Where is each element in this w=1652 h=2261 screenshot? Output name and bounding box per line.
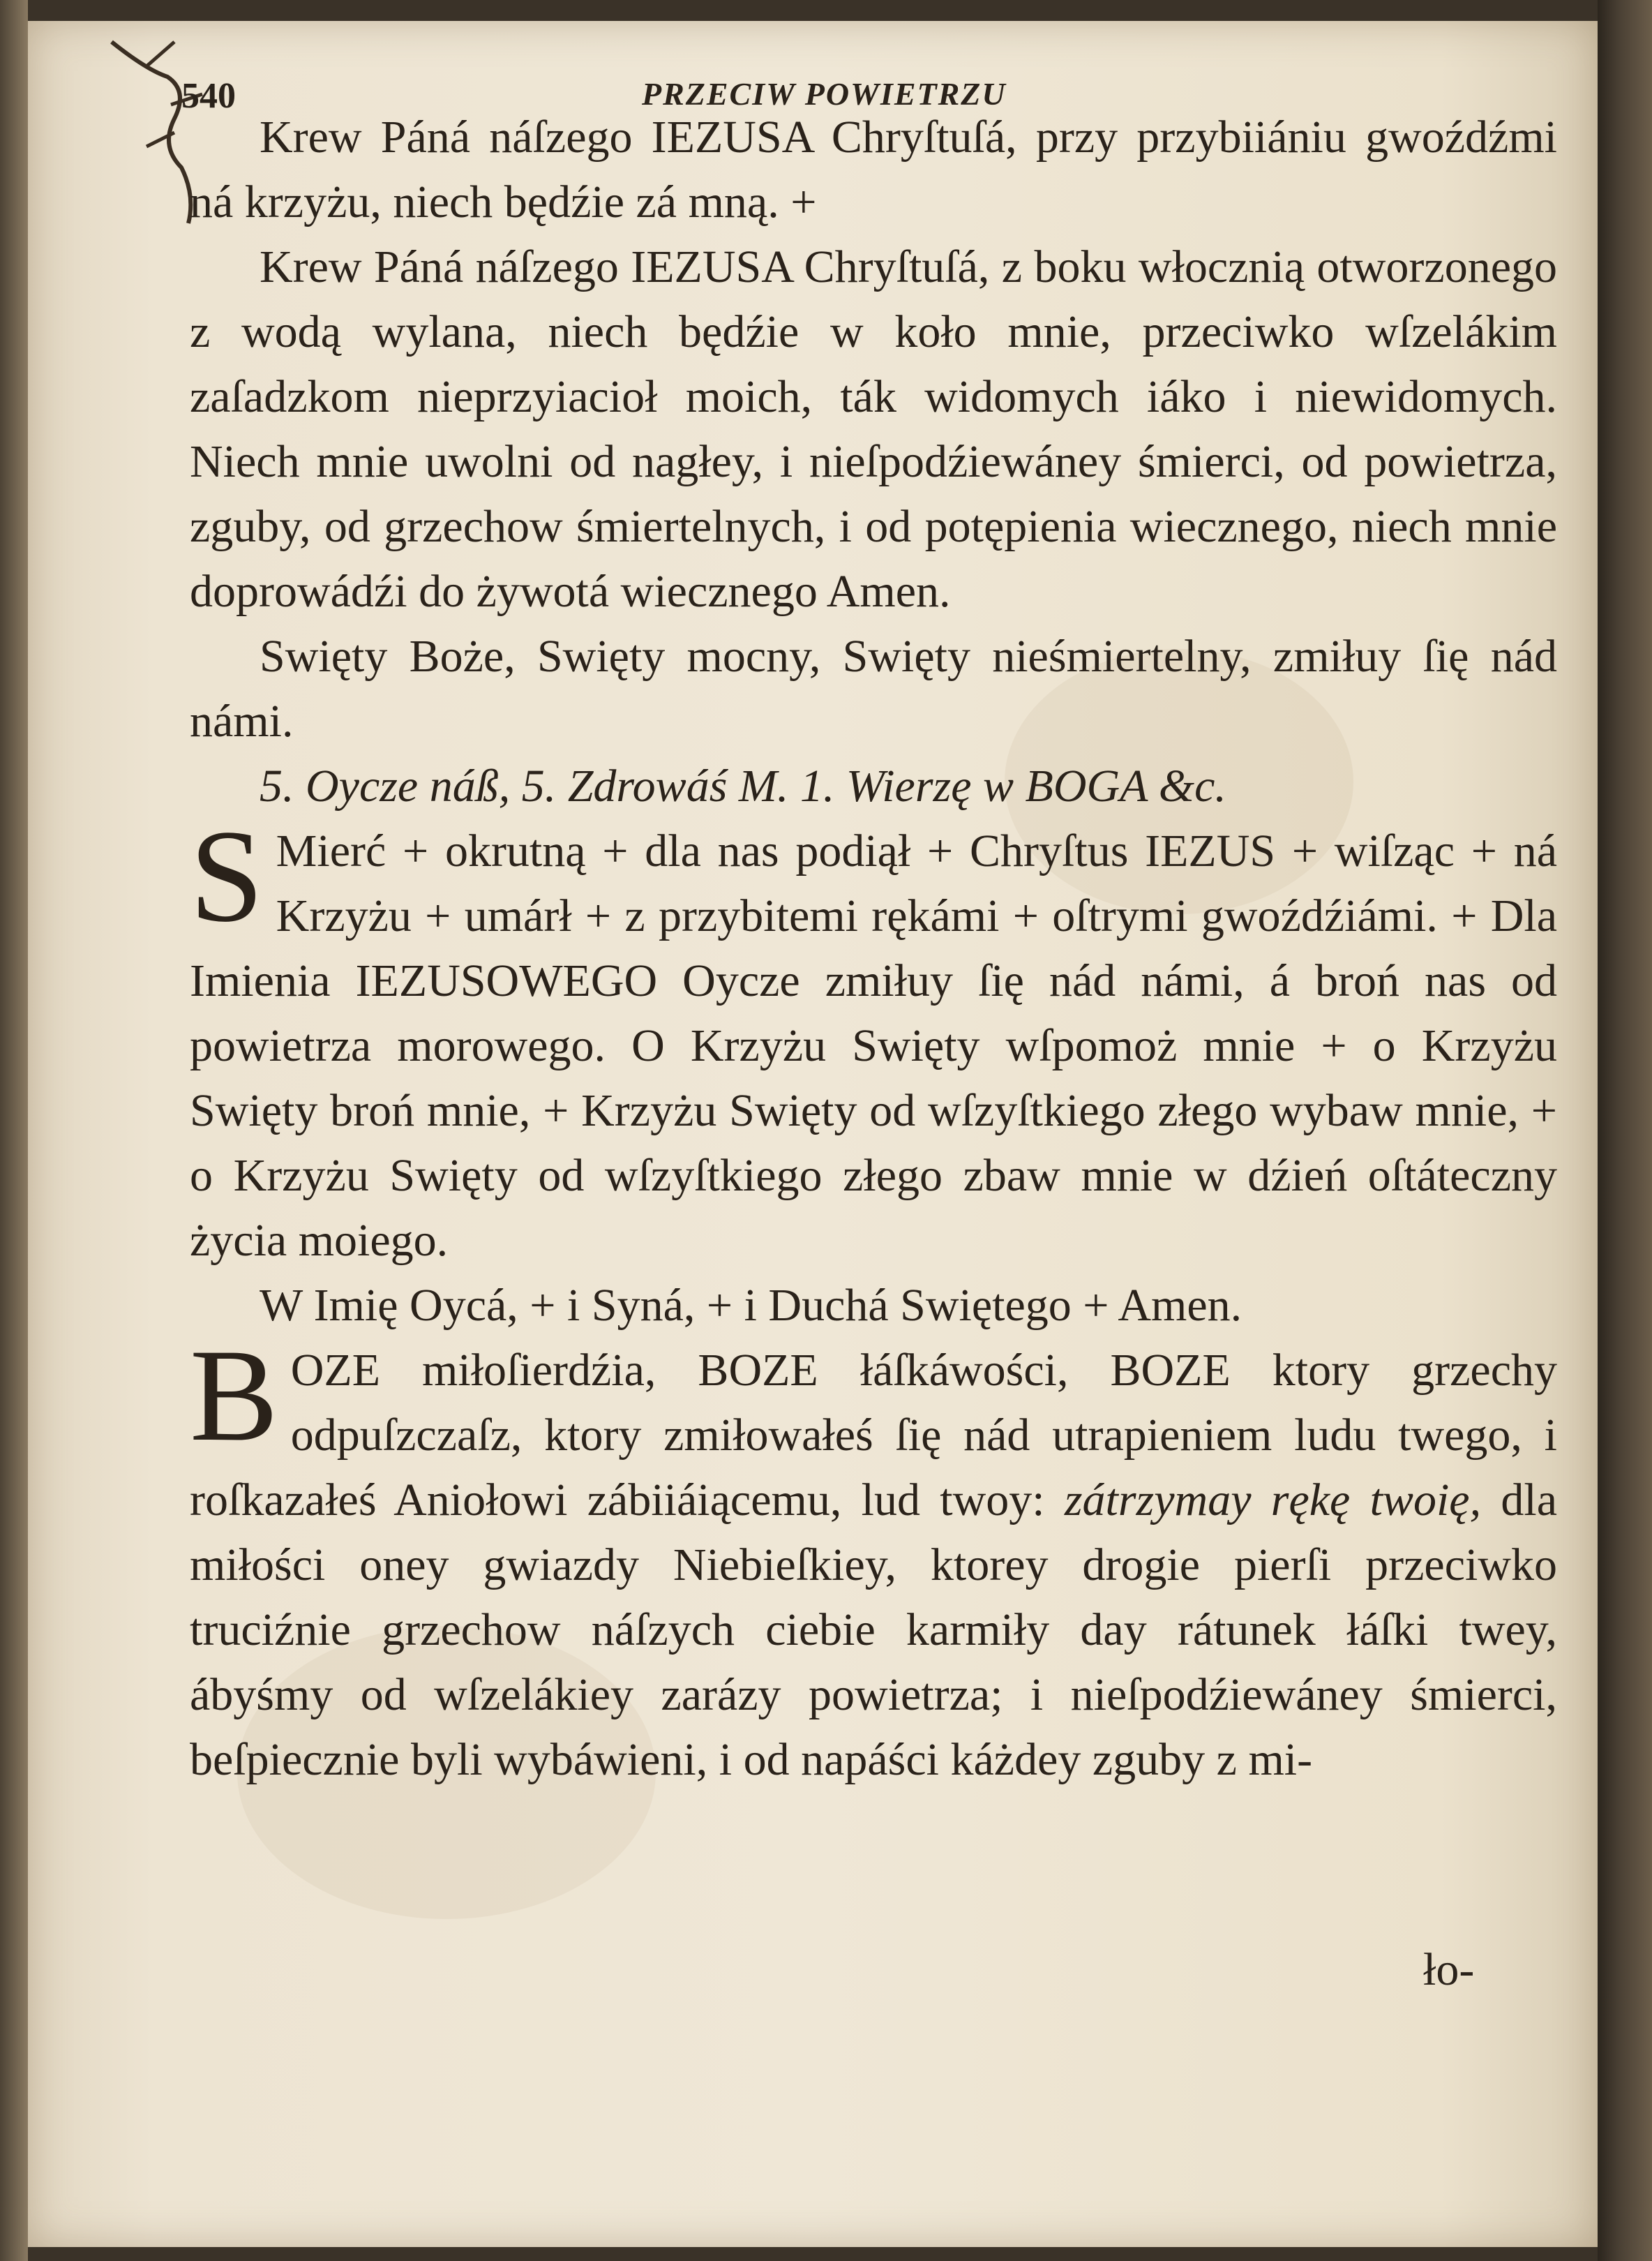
drop-capital: S	[190, 803, 264, 950]
paragraph: Krew Páná náſzego IEZUSA Chryſtuſá, przy przybiiániu gwoźdźmi ná krzyżu, niech będźie zá mną. +	[190, 112, 1557, 227]
paragraph-text: OZE miłoſierdźia, BOZE łáſkáwości, BOZE ktory grzechy odpuſzczaſz, ktory zmiłowałeś ſię nád utrapieniem ludu twego, i roſkazałeś Aniołowi zábiiáiącemu, lud twoy:	[190, 1345, 1557, 1525]
paragraph: Swięty Boże, Swięty mocny, Swięty nieśmiertelny, zmiłuy ſię nád námi.	[190, 631, 1557, 747]
paragraph: W Imię Oycá, + i Syná, + i Duchá Swiętego + Amen.	[260, 1280, 1242, 1331]
paragraph: Krew Páná náſzego IEZUSA Chryſtuſá, z boku włocznią otworzonego z wodą wylana, niech będźie w koło mnie, przeciwko wſzelákim zaſadzkom nieprzyiacioł moich, ták widomych iáko i niewidomych. Niech mnie uwolni od nagłey, i nieſpodźiewáney śmierci, od powietrza, zguby, od grzechow śmiertelnych, i od potępienia wiecznego, niech mnie doprowádźi do żywotá wiecznego Amen.	[190, 241, 1557, 617]
running-head: PRZECIW POWIETRZU	[642, 76, 1007, 112]
page-number: 540	[181, 76, 236, 116]
paragraph	[190, 803, 1557, 1273]
body-text	[190, 105, 1557, 1792]
drop-capital: B	[190, 1322, 278, 1469]
book-edge	[1598, 0, 1652, 2261]
catchword: ło-	[1423, 1944, 1475, 1995]
paragraph-text: Mierć + okrutną + dla nas podiął + Chryſtus IEZUS + wiſząc + ná Krzyżu + umárł + z przybitemi rękámi + oſtrymi gwoźdźiámi. + Dla Imienia IEZUSOWEGO Oycze zmiłuy ſię nád námi, á broń nas od powietrza morowego. O Krzyżu Swięty wſpomoż mnie + o Krzyżu Swięty broń mnie, + Krzyżu Swięty od wſzyſtkiego złego wybaw mnie, + o Krzyżu Swięty od wſzyſtkiego złego zbaw mnie w dźień oſtáteczny życia moiego.	[190, 826, 1557, 1266]
emphasis-text: zátrzymay rękę twoię,	[1064, 1475, 1482, 1525]
binding-gutter	[0, 0, 28, 2261]
paragraph	[190, 1322, 1557, 1792]
prayer-instruction: 5. Oycze náß, 5. Zdrowáś M. 1. Wierzę w BOGA &c.	[260, 761, 1226, 812]
paragraph-text: dla miłości oney gwiazdy Niebieſkiey, ktorey drogie pierſi przeciwko truciźnie grzechow náſzych ciebie karmiły day rátunek łáſki twey, ábyśmy od wſzelákiey zarázy powietrza; i nieſpodźiewáney śmierci, beſpiecznie byli wybáwieni, i od napáści káżdey zguby z mi-	[190, 1475, 1557, 1785]
